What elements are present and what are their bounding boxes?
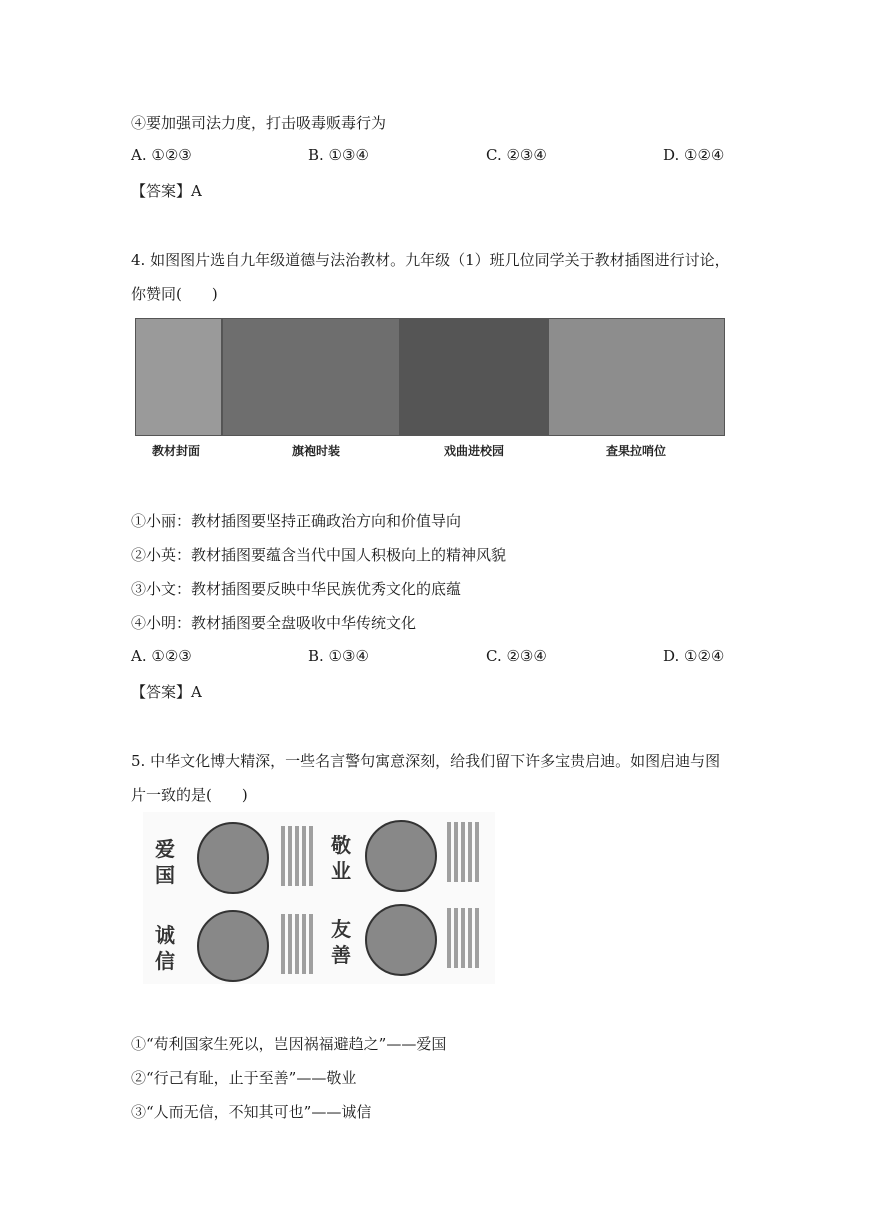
jingye-vertical-text <box>447 822 481 882</box>
question-4-stem-line2: 你赞同( ) <box>131 285 218 303</box>
char-jingye: 敬业 <box>331 833 351 883</box>
option-d: D. ①②④ <box>663 647 725 665</box>
char-aiguo: 爱国 <box>155 837 175 887</box>
options-row <box>131 647 741 667</box>
char-chengxin: 诚信 <box>155 923 175 973</box>
statement-2: ②小英：教材插图要蕴含当代中国人积极向上的精神风貌 <box>131 546 507 564</box>
question-4-image-strip <box>135 318 725 438</box>
caption-cover: 教材封面 <box>152 444 201 458</box>
caption-post: 查果拉哨位 <box>606 444 667 458</box>
statement-1: ①小丽：教材插图要坚持正确政治方向和价值导向 <box>131 512 462 530</box>
chaguola-post-image <box>548 318 725 436</box>
statement-4: ④要加强司法力度，打击吸毒贩毒行为 <box>131 114 387 132</box>
qipao-fashion-image <box>222 318 400 436</box>
caption-opera: 戏曲进校园 <box>444 444 505 458</box>
question-4-stem-line1: 4. 如图图片选自九年级道德与法治教材。九年级（1）班几位同学关于教材插图进行讨论， <box>131 251 730 269</box>
values-illustration <box>143 812 495 984</box>
answer: 【答案】A <box>131 683 202 701</box>
caption-qipao: 旗袍时装 <box>292 444 341 458</box>
option-c: C. ②③④ <box>486 146 547 164</box>
chengxin-circle-image <box>197 910 269 982</box>
question-5-stem-line2: 片一致的是( ) <box>131 786 248 804</box>
statement-4: ④小明：教材插图要全盘吸收中华传统文化 <box>131 614 417 632</box>
option-c: C. ②③④ <box>486 647 547 665</box>
options-row <box>131 146 741 166</box>
statement-3: ③小文：教材插图要反映中华民族优秀文化的底蕴 <box>131 580 462 598</box>
statement-3: ③“人而无信，不知其可也”——诚信 <box>131 1103 372 1121</box>
aiguo-circle-image <box>197 822 269 894</box>
answer: 【答案】A <box>131 182 202 200</box>
youshan-vertical-text <box>447 908 481 968</box>
jingye-circle-image <box>365 820 437 892</box>
option-d: D. ①②④ <box>663 146 725 164</box>
option-a: A. ①②③ <box>131 146 192 164</box>
aiguo-vertical-text <box>281 826 315 886</box>
option-b: B. ①③④ <box>308 647 369 665</box>
youshan-circle-image <box>365 904 437 976</box>
statement-1: ①“苟利国家生死以，岂因祸福避趋之”——爱国 <box>131 1035 447 1053</box>
chengxin-vertical-text <box>281 914 315 974</box>
char-youshan: 友善 <box>331 917 351 967</box>
textbook-cover-image <box>135 318 222 436</box>
statement-2: ②“行己有耻，止于至善”——敬业 <box>131 1069 357 1087</box>
question-5-stem-line1: 5. 中华文化博大精深，一些名言警句寓意深刻，给我们留下许多宝贵启迪。如图启迪与图 <box>131 752 721 770</box>
option-b: B. ①③④ <box>308 146 369 164</box>
opera-campus-image <box>400 318 548 436</box>
option-a: A. ①②③ <box>131 647 192 665</box>
